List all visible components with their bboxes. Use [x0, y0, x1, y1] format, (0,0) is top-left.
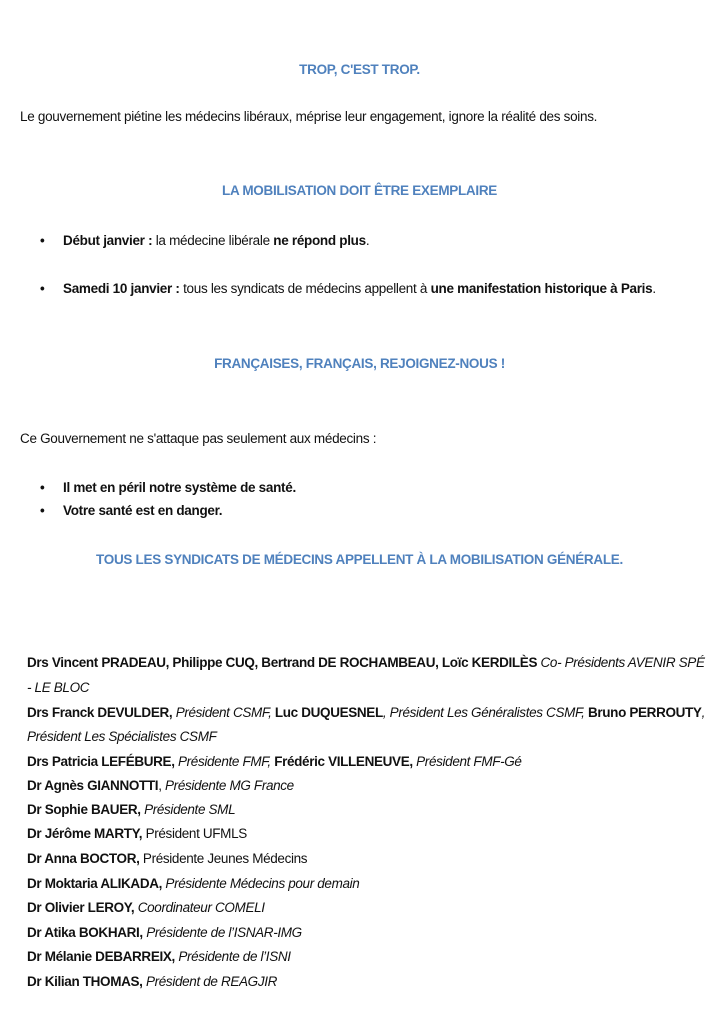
bullet-bold: une manifestation historique à Paris: [430, 281, 653, 296]
signatory-name: Drs Patricia LEFÉBURE,: [27, 754, 175, 769]
signatory-line: [27, 729, 216, 744]
signatory-name: Drs Franck DEVULDER,: [27, 705, 173, 720]
signatory-name: Dr Moktaria ALIKADA,: [27, 876, 163, 891]
signatory-role: Président FMF-Gé: [412, 754, 522, 769]
signatory-name: Dr Olivier LEROY,: [27, 900, 135, 915]
bullet-text: la médecine libérale: [152, 233, 274, 248]
signatory-name: Luc DUQUESNEL: [274, 705, 383, 720]
signatory-role: Coordinateur COMELI: [137, 900, 265, 915]
signatory-line: [27, 900, 265, 915]
signatory-name: Dr Sophie BAUER,: [27, 802, 141, 817]
signatory-line: [27, 974, 277, 989]
signatory-role: - LE BLOC: [27, 680, 90, 695]
separator: ,: [158, 778, 166, 793]
signatory-name: Dr Anna BOCTOR,: [27, 851, 140, 866]
bullet-end: .: [365, 233, 370, 248]
signatory-role: Présidente de l’ISNAR-IMG: [146, 925, 302, 940]
signatory-name: Dr Mélanie DEBARREIX,: [27, 949, 175, 964]
heading-mobilisation: LA MOBILISATION DOIT ÊTRE EXEMPLAIRE: [222, 183, 497, 198]
bullet-bold: Début janvier :: [63, 233, 153, 248]
bullet-text: Il met en péril notre système de santé.: [63, 480, 296, 495]
signatory-line: [27, 680, 89, 695]
bullet-icon: •: [40, 233, 45, 248]
signatory-role: Président CSMF,: [172, 705, 275, 720]
bullet-text: tous les syndicats de médecins appellent à: [179, 281, 431, 296]
signatory-line: [27, 876, 359, 891]
signatory-name: Bruno PERROUTY: [587, 705, 702, 720]
signatory-name: Frédéric VILLENEUVE,: [274, 754, 413, 769]
signatory-line: [27, 949, 291, 964]
paragraph-gouvernement: Ce Gouvernement ne s'attaque pas seulement aux médecins :: [20, 431, 377, 446]
signatory-name: Dr Atika BOKHARI,: [27, 925, 143, 940]
signatory-role: , Président Les Généralistes CSMF,: [382, 705, 588, 720]
heading-rejoignez: FRANÇAISES, FRANÇAIS, REJOIGNEZ-NOUS !: [214, 356, 505, 371]
signatory-line: [27, 802, 235, 817]
signatory-role: Président UFMLS: [145, 826, 247, 841]
signatory-line: [27, 925, 302, 940]
signatory-role: Président de REAGJIR: [145, 974, 278, 989]
signatory-role: Présidente Médecins pour demain: [165, 876, 360, 891]
signatory-role: Président Les Spécialistes CSMF: [27, 729, 217, 744]
signatory-name: Dr Jérôme MARTY,: [27, 826, 143, 841]
bullet-bold: Samedi 10 janvier :: [63, 281, 180, 296]
signatory-role: Présidente SML: [144, 802, 236, 817]
bullet-icon: •: [40, 281, 45, 296]
signatory-line: [27, 826, 247, 841]
bullet-end: .: [652, 281, 656, 296]
heading-mobilisation-generale: TOUS LES SYNDICATS DE MÉDECINS APPELLENT À LA MOBILISATION GÉNÉRALE.: [96, 552, 623, 567]
signatory-role: Présidente FMF,: [174, 754, 275, 769]
bullet-icon: •: [40, 503, 45, 518]
signatory-name: Dr Agnès GIANNOTTI: [27, 778, 159, 793]
signatory-names: Drs Vincent PRADEAU, Philippe CUQ, Bertrand DE ROCHAMBEAU, Loïc KERDILÈS: [27, 655, 538, 670]
bullet-bold: ne répond plus: [273, 233, 366, 248]
heading-trop: TROP, C'EST TROP.: [299, 62, 420, 77]
bullet-text: Votre santé est en danger.: [63, 503, 223, 518]
signatory-line: [27, 851, 307, 866]
signatory-name: Dr Kilian THOMAS,: [27, 974, 143, 989]
signatory-line: [27, 754, 522, 769]
signatory-role: Présidente de l’ISNI: [178, 949, 291, 964]
signatory-line: [27, 655, 705, 670]
signatory-line: [27, 705, 705, 720]
signatory-line: [27, 778, 294, 793]
signatory-role: ,: [701, 705, 705, 720]
signatory-role: Présidente MG France: [165, 778, 294, 793]
signatory-role: Présidente Jeunes Médecins: [142, 851, 308, 866]
intro-paragraph: Le gouvernement piétine les médecins libéraux, méprise leur engagement, ignore la réalité des soins.: [20, 109, 598, 124]
signatory-role: Co- Présidents AVENIR SPÉ: [537, 655, 705, 670]
bullet-icon: •: [40, 480, 45, 495]
